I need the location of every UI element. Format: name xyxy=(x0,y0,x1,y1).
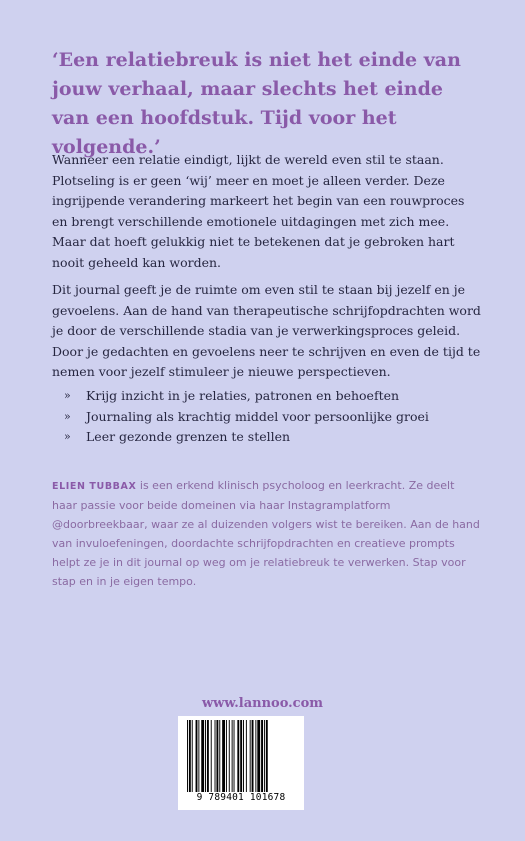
bullet-text: Krijg inzicht in je relaties, patronen en behoeften xyxy=(86,388,400,403)
barcode-bar xyxy=(222,720,225,792)
barcode-bar xyxy=(234,720,235,792)
barcode-bar xyxy=(232,720,233,792)
barcode-bar xyxy=(237,720,239,792)
barcode-bar xyxy=(205,720,206,792)
barcode-bar xyxy=(187,720,188,792)
barcode-bar xyxy=(264,720,265,792)
barcode-bar xyxy=(198,720,199,792)
barcode-bars xyxy=(187,720,295,792)
description-paragraph: Dit journal geeft je de ruimte om even stil te staan bij jezelf en je gevoelens. Aan de hand van therapeutische schrijfopdrachten word je door de verschillende stadia van je verwerkingsproces geleid. Door je gedachten en gevoelens neer te schrijven en even de tijd te nemen voor jezelf stimuleer je nieuwe perspectieven. xyxy=(52,282,481,379)
barcode-bar xyxy=(215,720,216,792)
barcode-bar xyxy=(252,720,254,792)
intro-paragraph: Wanneer een relatie eindigt, lijkt de wereld even stil te staan. Plotseling is er geen ‘wij’ meer en moet je alleen verder. Deze ingrijpende verandering markeert het begin van een rouwproces en brengt verschillende emotionele uitdagingen met zich mee. Maar dat hoeft gelukkig niet te betekenen dat je gebroken hart nooit geheeld kan worden. xyxy=(52,152,465,270)
barcode-bar xyxy=(207,720,209,792)
barcode-bar xyxy=(226,720,227,792)
bullet-marker: » xyxy=(64,409,71,423)
barcode-bar xyxy=(211,720,212,792)
bullet-text: Journaling als krachtig middel voor persoonlijke groei xyxy=(86,408,429,424)
author-name: ELIEN TUBBAX xyxy=(52,481,137,492)
author-bio xyxy=(52,476,482,591)
list-item xyxy=(64,427,484,448)
barcode-bar xyxy=(192,720,193,792)
barcode-bar xyxy=(243,720,244,792)
barcode-bar xyxy=(257,720,260,792)
barcode-bar xyxy=(261,720,263,792)
bullet-marker: » xyxy=(64,430,71,443)
barcode-bar xyxy=(250,720,251,792)
isbn-barcode xyxy=(178,716,304,810)
barcode-bar xyxy=(229,720,230,792)
barcode-bar xyxy=(201,720,204,792)
publisher-website: www.lannoo.com xyxy=(201,696,324,711)
list-item xyxy=(64,407,484,428)
barcode-bar xyxy=(246,720,247,792)
author-bio-text: is een erkend klinisch psycholoog en leerkracht. Ze deelt haar passie voor beide domeinen via haar Instagramplatform @doorbreekbaar, waar ze al duizenden volgers wist te bereiken. Aan de hand van invuloefeningen, doordachte schrijfopdrachten en creatieve prompts helpt ze je in dit journal op weg om je relatiebreuk te verwerken. Stap voor stap en in je eigen tempo. xyxy=(52,479,480,588)
pull-quote: ‘Een relatiebreuk is niet het einde van jouw verhaal, maar slechts het einde van een hoofdstuk. Tijd voor het volgende.’ xyxy=(52,49,461,158)
barcode-bar xyxy=(255,720,256,792)
barcode-bar xyxy=(216,720,218,792)
list-item xyxy=(64,386,484,407)
barcode-bar xyxy=(196,720,198,792)
barcode-bar xyxy=(240,720,242,792)
barcode-bar xyxy=(266,720,268,792)
bullet-text: Leer gezonde grenzen te stellen xyxy=(86,429,291,444)
barcode-bar xyxy=(219,720,220,792)
bullet-marker: » xyxy=(64,389,71,402)
barcode-bar xyxy=(189,720,191,792)
benefit-list xyxy=(64,386,484,448)
isbn-digits: 9 789401 101678 xyxy=(196,792,286,803)
